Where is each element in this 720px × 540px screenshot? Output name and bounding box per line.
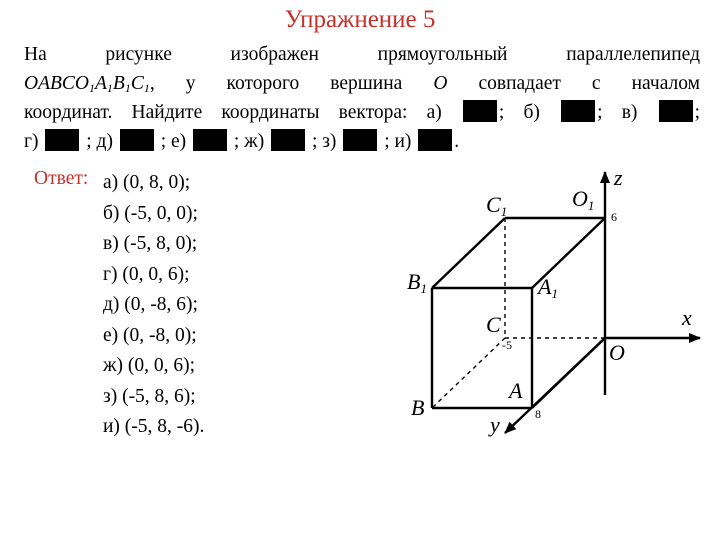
label-y-axis: y xyxy=(490,412,500,437)
problem-text-vertex: , у которого вершина xyxy=(149,73,403,94)
separator-z: ; з) xyxy=(311,131,337,152)
answer-item-zh: ж) (0, 0, 6); xyxy=(103,355,195,376)
answer-item-d: д) (0, -8, 6); xyxy=(103,294,198,315)
separator-zh: ; ж) xyxy=(233,131,265,152)
label-c: C xyxy=(486,312,501,337)
label-b: B xyxy=(411,395,425,420)
answer-label: Ответ: xyxy=(34,168,89,189)
label-a1: A1 xyxy=(538,274,558,301)
label-x-axis: x xyxy=(682,305,692,330)
label-z-axis: z xyxy=(614,165,623,190)
label-o1: O1 xyxy=(572,186,595,213)
exercise-title: Упражнение 5 xyxy=(284,6,436,33)
answer-item-e: е) (0, -8, 0); xyxy=(103,324,197,346)
answer-item-b: б) (-5, 0, 0); xyxy=(103,202,198,224)
answer-item-v: в) (-5, 8, 0); xyxy=(103,233,198,254)
final-dot: . xyxy=(454,131,460,152)
separator-d: ; д) xyxy=(86,131,113,152)
tick-y-8: 8 xyxy=(535,407,541,421)
label-c1: C1 xyxy=(486,192,508,219)
vertex-o: O xyxy=(433,73,448,94)
separator-v: ; в) xyxy=(597,102,638,123)
answer-item-a: а) (0, 8, 0); xyxy=(103,172,191,193)
separator-e: ; е) xyxy=(160,131,187,152)
label-a: A xyxy=(509,378,523,403)
separator-end: ; xyxy=(694,102,700,123)
answer-item-g: г) (0, 0, 6); xyxy=(103,263,190,285)
problem-text-find: координат. Найдите координаты вектора: а) xyxy=(24,102,442,123)
axes xyxy=(505,172,700,433)
edge-c1-b1 xyxy=(432,218,505,288)
tick-x-minus-5: -5 xyxy=(502,338,512,352)
label-b1: B1 xyxy=(407,269,427,296)
label-g: г) xyxy=(24,131,39,152)
separator-i: ; и) xyxy=(384,131,412,152)
vertex-labels xyxy=(407,165,692,437)
problem-text-origin: совпадает с началом xyxy=(478,73,700,94)
answer-item-z: з) (-5, 8, 6); xyxy=(103,385,196,407)
answer-item-i: и) (-5, 8, -6). xyxy=(103,416,205,437)
solid-name: $OABCO_1A_1B_1C_1$ xyxy=(24,73,150,95)
label-o: O xyxy=(609,340,625,365)
separator-b: ; б) xyxy=(498,102,540,123)
problem-line-1: На рисунке изображен прямоугольный параллелепипед xyxy=(24,44,700,65)
edge-c-b xyxy=(432,338,505,408)
tick-z-6: 6 xyxy=(611,210,617,224)
